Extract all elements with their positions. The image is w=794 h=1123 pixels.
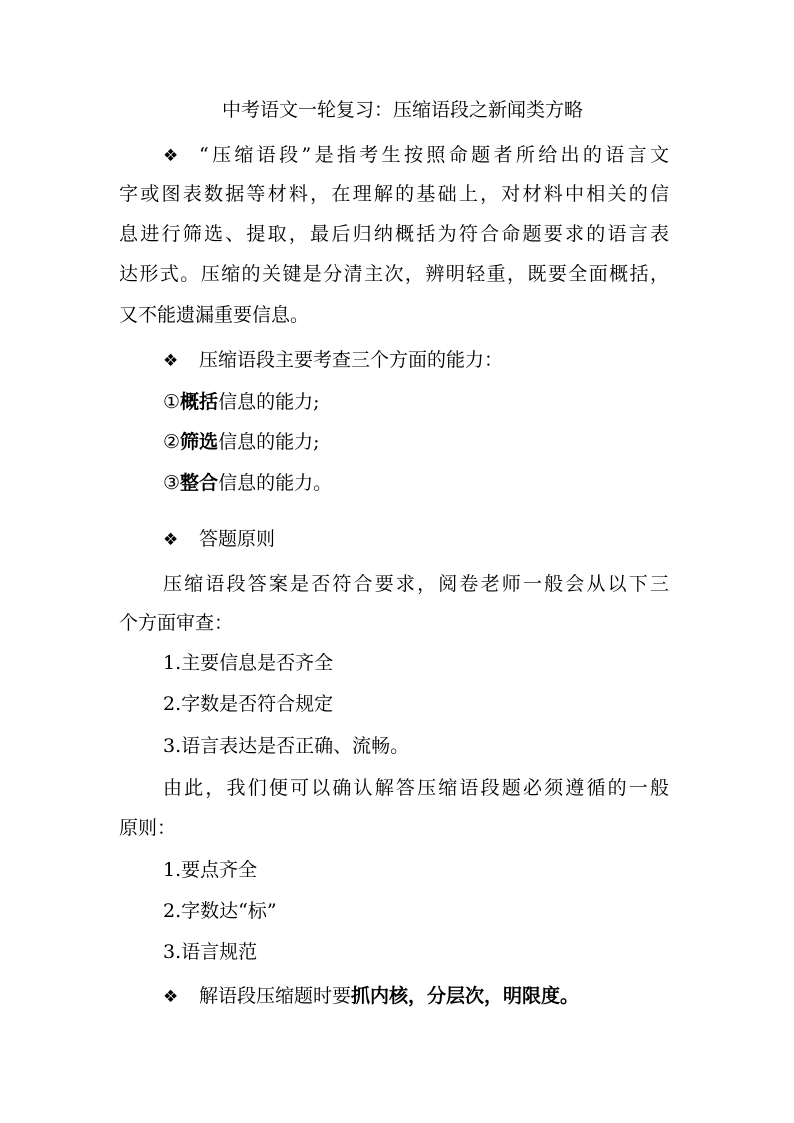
conclusion-paragraph-line-2: 原则： <box>119 817 177 839</box>
principles-paragraph-line-2: 个方面审查： <box>119 612 234 634</box>
conclusion-paragraph-line-1: 由此，我们便可以确认解答压缩语段题必须遵循的一般 <box>163 777 669 799</box>
intro-paragraph-line-2: 字或图表数据等材料，在理解的基础上，对材料中相关的信 <box>119 183 669 205</box>
diamond-bullet-icon: ❖ <box>163 530 179 550</box>
rule-item-2: 2.字数达“标” <box>163 900 277 922</box>
intro-paragraph-line-4: 达形式。压缩的关键是分清主次，辨明轻重，既要全面概括， <box>119 263 669 285</box>
final-tip: ❖ 解语段压缩题时要抓内核，分层次，明限度。 <box>163 985 580 1007</box>
check-item-3: 3.语言表达是否正确、流畅。 <box>163 735 410 757</box>
intro-paragraph-line-1: ❖ “压缩语段”是指考生按照命题者所给出的语言文 <box>163 144 669 166</box>
ability-item-1: ①概括信息的能力; <box>163 391 320 413</box>
check-item-1: 1.主要信息是否齐全 <box>163 652 334 674</box>
diamond-bullet-icon: ❖ <box>163 351 179 371</box>
check-item-2: 2.字数是否符合规定 <box>163 693 334 715</box>
document-title: 中考语文一轮复习：压缩语段之新闻类方略 <box>222 99 584 121</box>
principles-heading: ❖ 答题原则 <box>163 528 276 550</box>
ability-item-2: ②筛选信息的能力; <box>163 431 320 453</box>
diamond-bullet-icon: ❖ <box>163 146 179 166</box>
abilities-heading: ❖ 压缩语段主要考查三个方面的能力： <box>163 349 504 371</box>
rule-item-1: 1.要点齐全 <box>163 859 258 881</box>
principles-paragraph-line-1: 压缩语段答案是否符合要求，阅卷老师一般会从以下三 <box>163 573 669 595</box>
ability-item-3: ③整合信息的能力。 <box>163 472 333 494</box>
rule-item-3: 3.语言规范 <box>163 941 258 963</box>
intro-paragraph-line-5: 又不能遗漏重要信息。 <box>119 304 310 326</box>
intro-paragraph-line-3: 息进行筛选、提取，最后归纳概括为符合命题要求的语言表 <box>119 223 669 245</box>
diamond-bullet-icon: ❖ <box>163 987 179 1007</box>
